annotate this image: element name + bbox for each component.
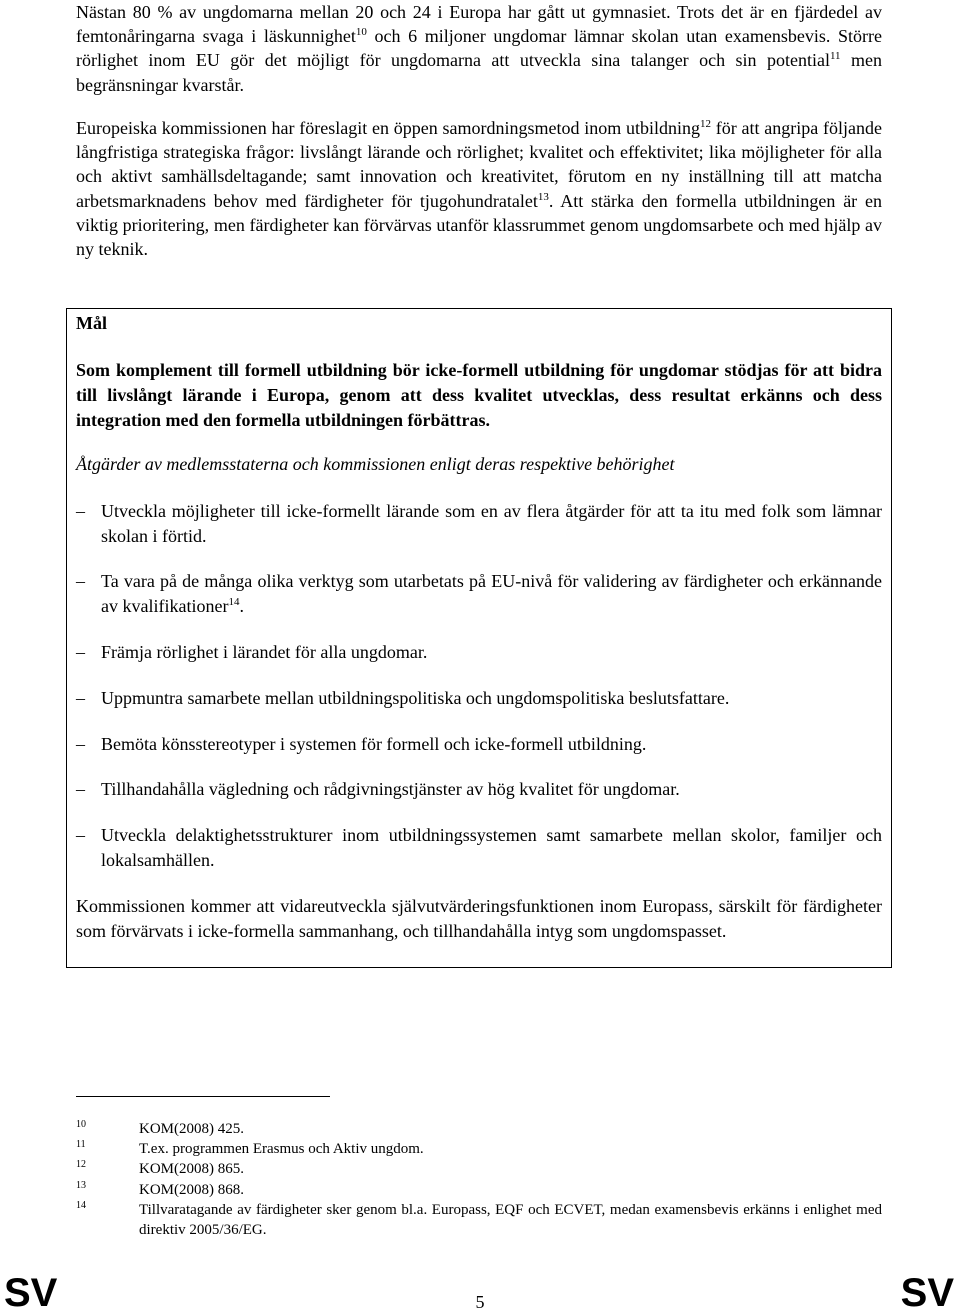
action-text: Bemöta könsstereotyper i systemen för formell och icke-formell utbildning.	[101, 734, 647, 754]
dash-bullet: –	[76, 501, 85, 521]
page-number: 5	[475, 1292, 485, 1312]
dash-bullet: –	[76, 825, 85, 845]
closing-paragraph: Kommissionen kommer att vidareutveckla självutvärderingsfunktionen inom Europass, särskilt för färdigheter som förvärvats i icke-formella sammanhang, och tillhandahålla intyg som ungdomspasset.	[76, 896, 882, 941]
footnote-number: 10	[76, 1119, 86, 1130]
commission-text: . Att stärka den formella utbildningen är en viktig prioritering, men färdigheter kan förvärvas utanför klassrummet genom ungdomsarbete och med hjälp av ny teknik.	[76, 190, 882, 260]
intro-text: Nästan 80 % av ungdomarna mellan 20 och 24 i Europa har gått ut gymnasiet. Trots det är en fjärdedel av femtonåringarna svaga i läskunnighet	[76, 2, 882, 47]
footnote-number: 13	[76, 1180, 86, 1191]
footnote-ref-11[interactable]: 11	[829, 50, 841, 63]
footnote	[76, 1200, 882, 1240]
footnote-number: 14	[76, 1200, 86, 1211]
footnote	[76, 1159, 882, 1179]
footnote	[76, 1139, 882, 1159]
intro-text: och 6 miljoner ungdomar lämnar skolan utan examensbevis. Större rörlighet inom EU gör det möjligt för ungdomarna att utveckla sina talanger och sin potential	[76, 26, 882, 71]
footnote-text: KOM(2008) 868.	[139, 1182, 244, 1198]
commission-text: för att angripa följande långfristiga strategiska frågor: livslångt lärande och rörlighet; kvalitet och effektivitet; lika möjligheter för alla och aktivt samhällsdeltagande; samt innovation och kreativitet, förutom en ny inställning till att matcha arbetsmarknadens behov med färdigheter för tjugohundratalet	[76, 118, 882, 211]
action-item	[76, 823, 882, 872]
actions-subheading: Åtgärder av medlemsstaterna och kommissionen enligt deras respektive behörighet	[76, 454, 675, 474]
goal-title: Mål	[76, 313, 107, 333]
intro-text: men begränsningar kvarstår.	[76, 50, 882, 95]
language-code-right: SV	[900, 1271, 954, 1315]
footnote	[76, 1180, 882, 1200]
action-text: Utveckla delaktighetsstrukturer inom utbildningssystemen samt samarbete mellan skolor, familjer och lokalsamhällen.	[101, 825, 882, 870]
footnote-ref-10[interactable]: 10	[355, 26, 367, 39]
dash-bullet: –	[76, 688, 85, 708]
footnote-ref-14[interactable]: 14	[228, 595, 240, 608]
dash-bullet: –	[76, 734, 85, 754]
footnote	[76, 1119, 882, 1139]
dash-bullet: –	[76, 642, 85, 662]
dash-bullet: –	[76, 571, 85, 591]
goal-intro: Som komplement till formell utbildning bör icke-formell utbildning för ungdomar stödjas för att bidra till livslångt lärande i Europa, genom att dess kvalitet utvecklas, dess resultat erkänns och dess integration med den formella utbildningen förbättras.	[76, 360, 882, 430]
action-item	[76, 640, 882, 665]
action-text: Främja rörlighet i lärandet för alla ungdomar.	[101, 642, 428, 662]
footnote-separator	[76, 1096, 330, 1097]
action-text: Tillhandahålla vägledning och rådgivningstjänster av hög kvalitet för ungdomar.	[101, 779, 680, 799]
footnote-number: 12	[76, 1159, 86, 1170]
footnote-text: KOM(2008) 425.	[139, 1121, 244, 1137]
commission-text: Europeiska kommissionen har föreslagit en öppen samordningsmetod inom utbildning	[76, 118, 701, 138]
action-item	[76, 569, 882, 618]
footnote-text: KOM(2008) 865.	[139, 1161, 244, 1177]
action-text-end: .	[239, 595, 244, 616]
action-text: Uppmuntra samarbete mellan utbildningspolitiska och ungdomspolitiska beslutsfattare.	[101, 688, 730, 708]
footnote-number: 11	[76, 1139, 86, 1150]
intro-paragraph	[76, 0, 882, 97]
action-item	[76, 777, 882, 802]
action-text: Utveckla möjligheter till icke-formellt lärande som en av flera åtgärder för att ta itu med folk som lämnar skolan i förtid.	[101, 501, 882, 546]
action-text-wrap	[101, 569, 882, 618]
dash-bullet: –	[76, 779, 85, 799]
action-text: Ta vara på de många olika verktyg som utarbetats på EU-nivå för validering av färdigheter och erkännande av kvalifikationer	[101, 571, 882, 616]
footnote-ref-13[interactable]: 13	[537, 190, 549, 203]
footnote-text: Tillvaratagande av färdigheter sker genom bl.a. Europass, EQF och ECVET, medan examensbevis erkänns i enlighet med direktiv 2005/36/EG.	[139, 1202, 882, 1238]
goal-box	[66, 308, 892, 968]
action-item	[76, 732, 882, 757]
commission-paragraph	[76, 116, 882, 261]
action-item	[76, 499, 882, 548]
language-code-left: SV	[4, 1271, 58, 1315]
action-item	[76, 686, 882, 711]
footnote-ref-12[interactable]: 12	[700, 118, 712, 130]
footnote-text: T.ex. programmen Erasmus och Aktiv ungdom.	[139, 1141, 424, 1157]
